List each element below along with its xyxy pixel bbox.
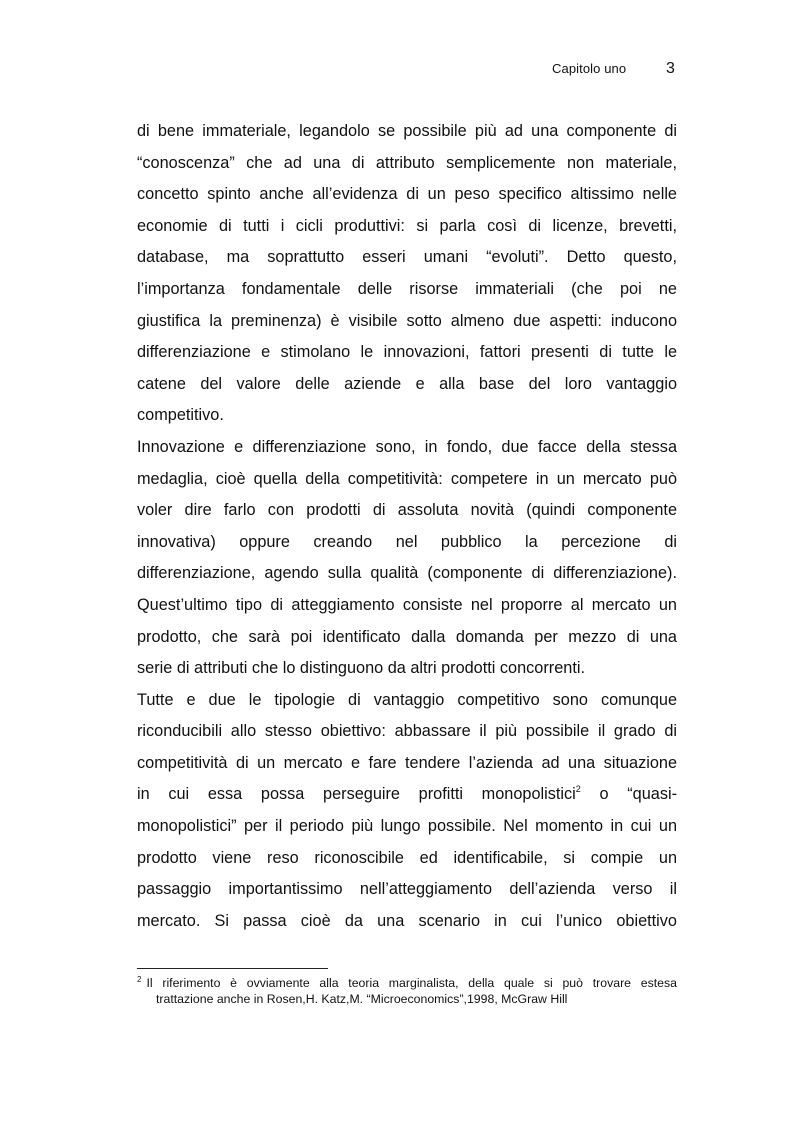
body-line: prodotto viene reso riconoscibile ed identificabile, si compie un <box>137 848 677 867</box>
body-line-text: in cui essa possa perseguire profitti monopolistici <box>137 785 576 804</box>
body-line: medaglia, cioè quella della competitività: competere in un mercato può <box>137 469 677 488</box>
body-line: competitività di un mercato e fare tendere l’azienda ad una situazione <box>137 753 677 772</box>
running-header-chapter: Capitolo uno <box>552 61 627 76</box>
footnote <box>137 975 677 1007</box>
page-number: 3 <box>666 60 675 77</box>
body-line: di bene immateriale, legandolo se possibile più ad una componente di <box>137 122 677 140</box>
body-line: catene del valore delle aziende e alla base del loro vantaggio <box>137 374 677 393</box>
footnote-text: Il riferimento è ovviamente alla teoria marginalista, della quale si può trovare estesa <box>146 976 677 990</box>
footnote-line <box>137 975 677 991</box>
footnote-number: 2 <box>137 974 142 984</box>
body-line: mercato. Si passa cioè da una scenario in cui l’unico obiettivo <box>137 911 677 930</box>
body-line: Innovazione e differenziazione sono, in fondo, due facce della stessa <box>137 437 677 456</box>
body-line: competitivo. <box>137 406 224 425</box>
body-line: differenziazione e stimolano le innovazioni, fattori presenti di tutte le <box>137 343 677 362</box>
body-line: voler dire farlo con prodotti di assoluta novità (quindi componente <box>137 501 677 520</box>
body-line-with-footnote-ref <box>137 779 677 811</box>
body-line: economie di tutti i cicli produttivi: si parla così di licenze, brevetti, <box>137 216 677 235</box>
footnote-separator <box>137 968 328 969</box>
body-line: database, ma soprattutto esseri umani “evoluti”. Detto questo, <box>137 248 677 267</box>
body-line: Tutte e due le tipologie di vantaggio competitivo sono comunque <box>137 690 677 709</box>
body-line: passaggio importantissimo nell’atteggiamento dell’azienda verso il <box>137 880 677 899</box>
body-line: differenziazione, agendo sulla qualità (componente di differenziazione). <box>137 564 677 583</box>
body-line: prodotto, che sarà poi identificato dalla domanda per mezzo di una <box>137 627 677 646</box>
body-line: innovativa) oppure creando nel pubblico la percezione di <box>137 532 677 551</box>
body-line: giustifica la preminenza) è visibile sotto almeno due aspetti: inducono <box>137 311 677 330</box>
body-line-tail: o “quasi- <box>580 785 677 804</box>
body-line: “conoscenza” che ad una di attributo semplicemente non materiale, <box>137 153 677 172</box>
footnote-reference: 2 <box>575 784 581 795</box>
body-line: riconducibili allo stesso obiettivo: abbassare il più possibile il grado di <box>137 722 677 741</box>
body-line: concetto spinto anche all’evidenza di un peso specifico altissimo nelle <box>137 185 677 204</box>
body-line: Quest’ultimo tipo di atteggiamento consiste nel proporre al mercato un <box>137 595 677 614</box>
body-paragraphs <box>137 116 677 937</box>
body-line: serie di attributi che lo distinguono da altri prodotti concorrenti. <box>137 659 585 678</box>
body-line: monopolistici” per il periodo più lungo possibile. Nel momento in cui un <box>137 817 677 836</box>
body-line: l’importanza fondamentale delle risorse immateriali (che poi ne <box>137 279 677 298</box>
footnote-line: trattazione anche in Rosen,H. Katz,M. “Microeconomics”,1998, McGraw Hill <box>156 992 568 1006</box>
